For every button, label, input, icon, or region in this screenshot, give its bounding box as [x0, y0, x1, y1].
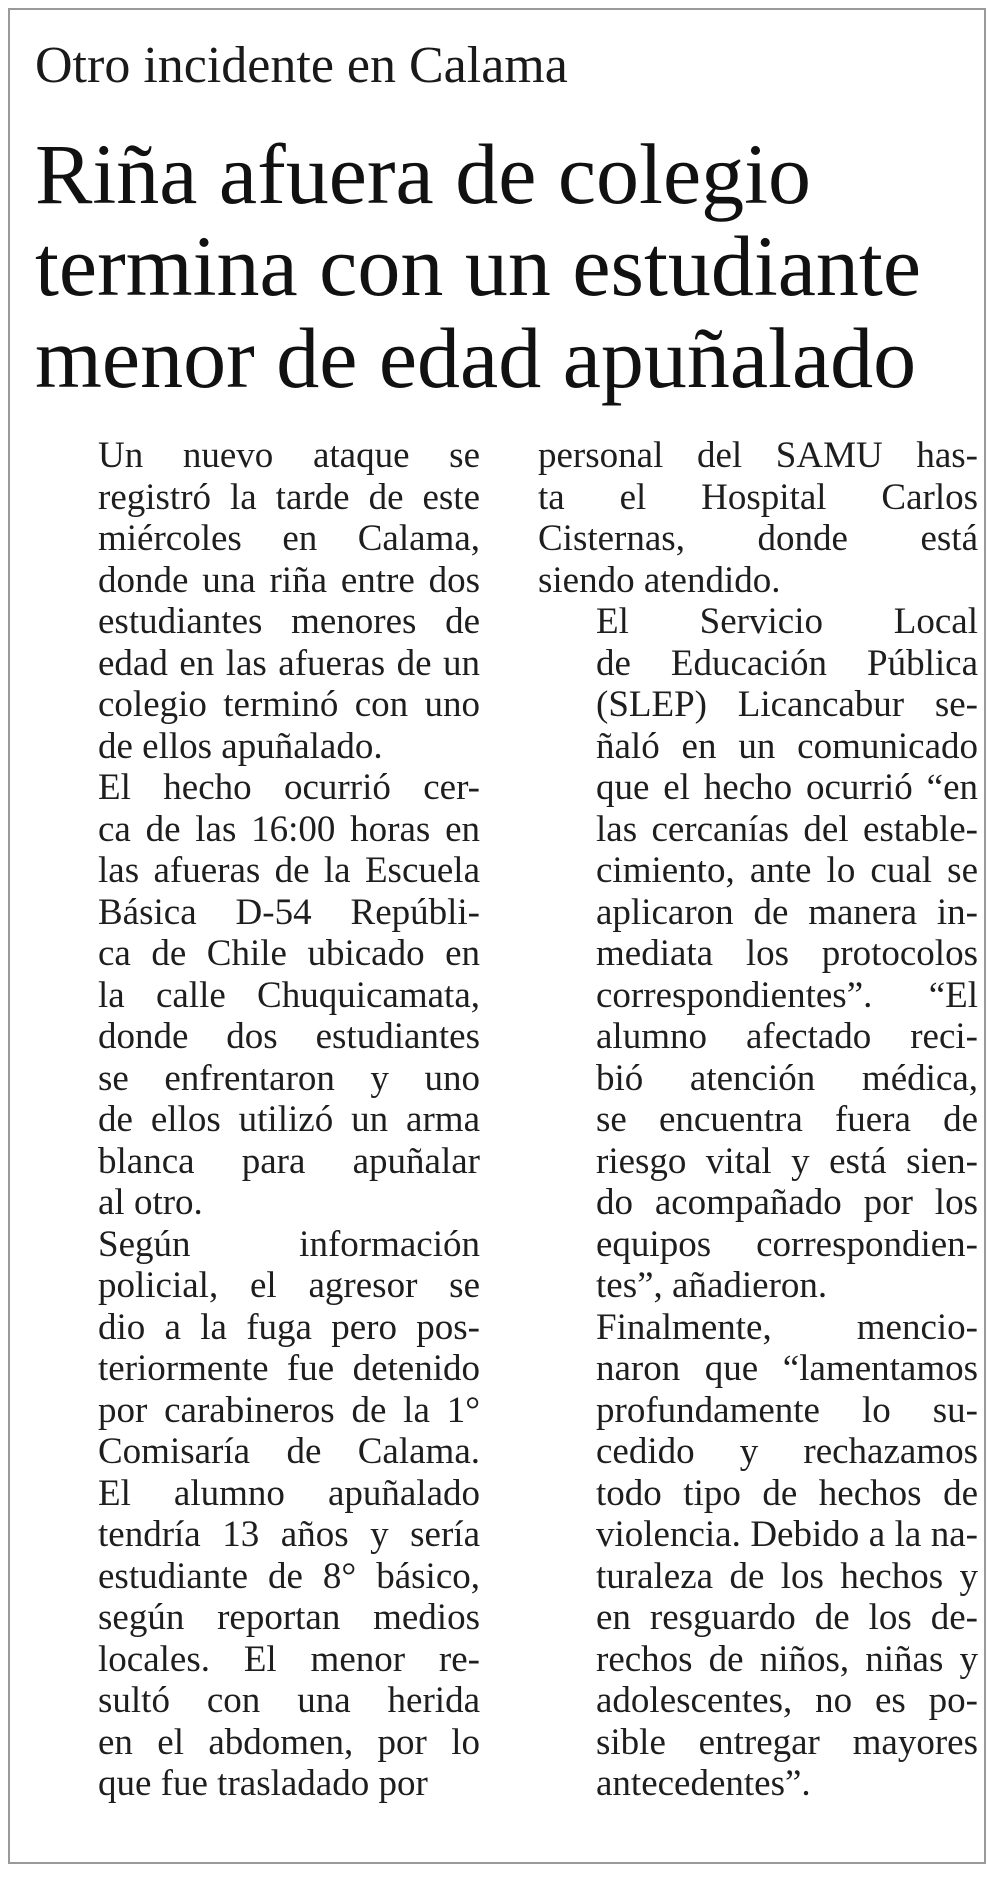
body-line: en resguardo de los de- — [596, 1597, 978, 1638]
body-paragraph — [40, 1224, 480, 1805]
body-line: por carabineros de la 1° — [98, 1389, 480, 1431]
body-line: se encuentra fuera de — [596, 1099, 978, 1140]
body-line: Comisaría de Calama. — [98, 1431, 480, 1472]
body-line: alumno afectado reci- — [596, 1016, 978, 1057]
body-line: las afueras de la Escuela — [98, 850, 480, 891]
body-line: tendría 13 años y sería — [98, 1514, 480, 1555]
body-line: Finalmente, mencio- — [596, 1306, 978, 1348]
body-line: siendo atendido. — [538, 559, 781, 601]
body-line: estudiante de 8° básico, — [98, 1555, 480, 1597]
body-paragraph — [538, 435, 978, 601]
body-paragraph — [40, 435, 480, 767]
body-line: cimiento, ante lo cual se — [596, 850, 978, 891]
body-line: antecedentes”. — [596, 1763, 811, 1804]
body-line: en el abdomen, por lo — [98, 1721, 480, 1763]
body-line: rechos de niños, niñas y — [596, 1638, 978, 1680]
body-line: ca de Chile ubicado en — [98, 933, 480, 974]
body-line: adolescentes, no es po- — [596, 1680, 978, 1721]
body-line: ñaló en un comunicado — [596, 725, 978, 767]
body-line: las cercanías del estable- — [596, 808, 978, 850]
body-line: profundamente lo su- — [596, 1389, 978, 1431]
body-line: violencia. Debido a la na- — [596, 1514, 978, 1555]
body-line: miércoles en Calama, — [98, 518, 480, 559]
body-line: blanca para apuñalar — [98, 1140, 480, 1182]
body-line: la calle Chuquicamata, — [98, 974, 480, 1016]
body-line: (SLEP) Licancabur se- — [596, 684, 978, 725]
headline-line: termina con un estudiante — [35, 218, 921, 314]
body-line: de ellos apuñalado. — [98, 725, 383, 767]
body-line: teriormente fue detenido — [98, 1348, 480, 1389]
body-line: donde una riña entre dos — [98, 559, 480, 601]
body-line: Según información — [98, 1223, 480, 1265]
body-line: turaleza de los hechos y — [596, 1555, 978, 1597]
body-line: mediata los protocolos — [596, 933, 978, 974]
body-paragraph — [538, 1307, 978, 1805]
body-paragraph — [538, 601, 978, 1307]
body-line: dio a la fuga pero pos- — [98, 1306, 480, 1348]
article-kicker: Otro incidente en Calama — [35, 37, 568, 94]
body-line: estudiantes menores de — [98, 601, 480, 642]
body-line: según reportan medios — [98, 1597, 480, 1638]
headline-line: Riña afuera de colegio — [35, 126, 812, 222]
body-line: todo tipo de hechos de — [596, 1472, 978, 1514]
body-line: sultó con una herida — [98, 1680, 480, 1721]
body-line: colegio terminó con uno — [98, 684, 480, 725]
body-line: naron que “lamentamos — [596, 1348, 978, 1389]
body-line: do acompañado por los — [596, 1182, 978, 1223]
body-line: sible entregar mayores — [596, 1721, 978, 1763]
body-line: bió atención médica, — [596, 1057, 978, 1099]
body-line: locales. El menor re- — [98, 1638, 480, 1680]
body-line: donde dos estudiantes — [98, 1016, 480, 1057]
body-line: policial, el agresor se — [98, 1265, 480, 1306]
headline-line: menor de edad apuñalado — [35, 310, 917, 406]
body-line: que fue trasladado por — [98, 1763, 428, 1804]
body-line: ca de las 16:00 horas en — [98, 808, 480, 850]
body-line: El alumno apuñalado — [98, 1472, 480, 1514]
body-column-left — [40, 435, 480, 1805]
body-line: cedido y rechazamos — [596, 1431, 978, 1472]
article-frame — [8, 8, 986, 1864]
body-line: Cisternas, donde está — [538, 518, 978, 559]
body-line: de ellos utilizó un arma — [98, 1099, 480, 1140]
body-line: de Educación Pública — [596, 642, 978, 684]
article-headline — [35, 128, 985, 404]
body-line: edad en las afueras de un — [98, 642, 480, 684]
body-line: aplicaron de manera in- — [596, 891, 978, 933]
body-line: El hecho ocurrió cer- — [98, 767, 480, 808]
body-line: al otro. — [98, 1182, 203, 1223]
body-line: Básica D-54 Repúbli- — [98, 891, 480, 933]
body-line: se enfrentaron y uno — [98, 1057, 480, 1099]
body-line: registró la tarde de este — [98, 476, 480, 518]
body-line: tes”, añadieron. — [596, 1265, 828, 1306]
body-column-right — [538, 435, 978, 1805]
body-line: El Servicio Local — [596, 601, 978, 642]
body-line: personal del SAMU has- — [538, 435, 978, 476]
body-line: Un nuevo ataque se — [98, 435, 480, 476]
body-line: que el hecho ocurrió “en — [596, 767, 978, 808]
body-line: riesgo vital y está sien- — [596, 1140, 978, 1182]
body-line: equipos correspondien- — [596, 1223, 978, 1265]
body-line: ta el Hospital Carlos — [538, 476, 978, 518]
body-paragraph — [40, 767, 480, 1224]
body-line: correspondientes”. “El — [596, 974, 978, 1016]
